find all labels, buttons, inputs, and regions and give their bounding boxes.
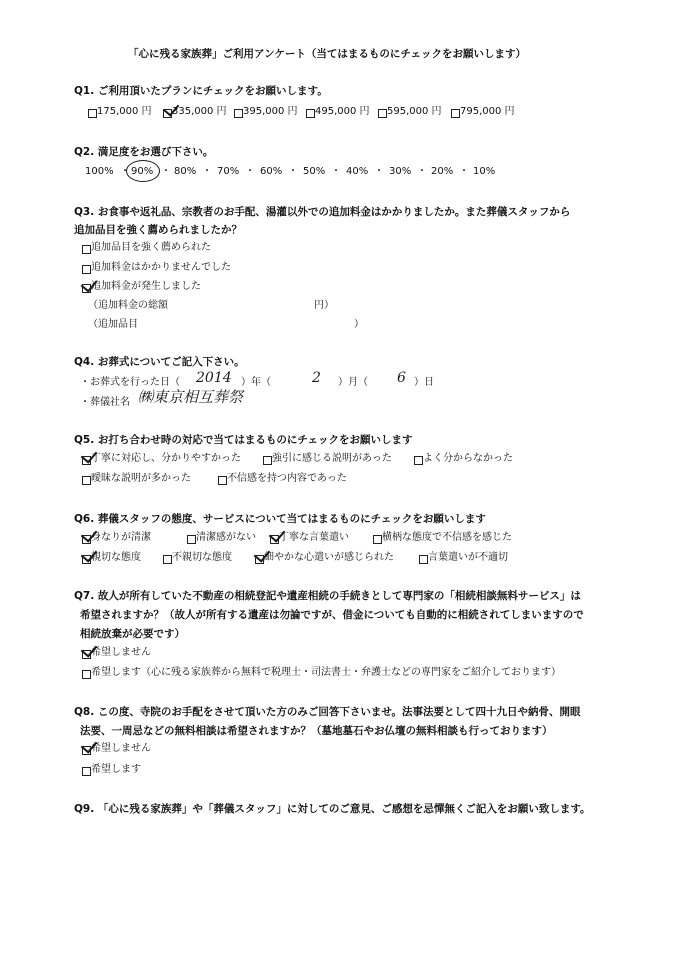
q8-label-line1: Q8. この度、寺院のお手配をさせて頂いた方のみご回答下さいませ。法事法要として四十九日や納骨、開眼 <box>74 706 581 718</box>
q4-date-label: ・お葬式を行った日（ <box>80 377 180 388</box>
q4-company-value[interactable]: ㈱東京相互葬祭 <box>138 388 244 406</box>
q6-option-kind: 親切な態度 <box>91 552 141 563</box>
q6-option-polite-words: 丁寧な言葉遣い <box>279 532 349 543</box>
q2-option-30[interactable]: 30% <box>389 166 412 177</box>
q3-label-line2: 追加品目を強く薦められましたか？ <box>74 224 242 236</box>
q9-label: Q9. 「心に残る家族葬」や「葬儀スタッフ」に対してのご意見、ご感想を忌憚無くご記入をお願い致します。 <box>74 803 591 815</box>
q7-option-yes: 希望します（心に残る家族葬から無料で税理士・司法書士・弁護士などの専門家をご紹介しております） <box>91 667 561 678</box>
q4-year-value[interactable]: 2014 <box>196 370 232 386</box>
q2-separator: ・ <box>245 166 255 177</box>
q7-label-line2: 希望されますか？（故人が所有する遺産は勿論ですが、借金についても自動的に相続されてしまいますので <box>80 609 584 621</box>
q6-checkbox-arrogant[interactable] <box>373 535 382 544</box>
q8-label-line2: 法要、一周忌などの無料相談は希望されますか？（墓地墓石やお仏壇の無料相談も行っております） <box>80 725 553 737</box>
q3-amount-unit: 円） <box>314 300 334 311</box>
q4-label: Q4. お葬式についてご記入下さい。 <box>74 356 245 368</box>
q8-option-yes: 希望します <box>91 764 141 775</box>
q5-label: Q5. お打ち合わせ時の対応で当てはまるものにチェックをお願いします <box>74 434 413 446</box>
q2-separator: ・ <box>417 166 427 177</box>
q6-checkbox-unclean[interactable] <box>187 535 196 544</box>
q6-option-attentive: 細やかな心遣いが感じられた <box>264 552 394 563</box>
q3-checkbox-pushed-items[interactable] <box>82 245 91 254</box>
q1-checkbox-595000[interactable] <box>378 109 387 118</box>
q1-option-495000: 495,000 円 <box>315 106 370 117</box>
q5-checkbox-unclear[interactable] <box>414 456 423 465</box>
q5-option-polite: 丁寧に対応し、分かりやすかった <box>91 453 241 464</box>
q3-amount-label: （追加料金の総額 <box>88 300 168 311</box>
q8-checkbox-yes[interactable] <box>82 767 91 776</box>
q2-option-60[interactable]: 60% <box>260 166 283 177</box>
q2-separator: ・ <box>161 166 171 177</box>
q2-separator: ・ <box>288 166 298 177</box>
q2-option-70[interactable]: 70% <box>217 166 240 177</box>
q7-label-line3: 相続放棄が必要です） <box>80 628 185 640</box>
q3-option-pushed-items: 追加品目を強く薦められた <box>91 242 211 253</box>
q8-option-no: 希望しません <box>91 743 151 754</box>
q6-option-arrogant: 横柄な態度で不信感を感じた <box>382 532 512 543</box>
q2-option-10[interactable]: 10% <box>473 166 496 177</box>
q4-day-unit: ）日 <box>414 377 434 388</box>
q1-option-335000: 335,000 円 <box>172 106 227 117</box>
q4-month-value[interactable]: 2 <box>312 370 321 386</box>
q2-selection-circle <box>126 160 160 182</box>
q6-option-unkind: 不親切な態度 <box>172 552 232 563</box>
survey-title: 「心に残る家族葬」ご利用アンケート（当てはまるものにチェックをお願いします） <box>128 48 527 60</box>
q2-separator: ・ <box>459 166 469 177</box>
q6-checkbox-unkind[interactable] <box>163 555 172 564</box>
q7-checkbox-yes[interactable] <box>82 670 91 679</box>
q4-month-unit: ）月（ <box>338 377 368 388</box>
q1-option-595000: 595,000 円 <box>387 106 442 117</box>
q1-option-175000: 175,000 円 <box>97 106 152 117</box>
q2-label: Q2. 満足度をお選び下さい。 <box>74 146 214 158</box>
q3-items-label: （追加品目 <box>88 319 138 330</box>
q2-option-100[interactable]: 100% <box>85 166 114 177</box>
q5-option-unclear: よく分からなかった <box>423 453 513 464</box>
q2-separator: ・ <box>202 166 212 177</box>
q5-option-pushy: 強引に感じる説明があった <box>272 453 392 464</box>
q1-checkbox-495000[interactable] <box>306 109 315 118</box>
q1-checkbox-175000[interactable] <box>88 109 97 118</box>
q6-option-unclean: 清潔感がない <box>196 532 256 543</box>
q7-option-no: 希望しません <box>91 647 151 658</box>
q5-option-distrust: 不信感を持つ内容であった <box>227 473 347 484</box>
q5-checkbox-pushy[interactable] <box>263 456 272 465</box>
q2-separator: ・ <box>120 166 130 177</box>
q4-company-label: ・葬儀社名 <box>80 397 130 408</box>
q2-option-80[interactable]: 80% <box>174 166 197 177</box>
q3-items-close: ） <box>354 319 364 330</box>
q2-option-90[interactable]: 90% <box>131 166 154 177</box>
q2-option-20[interactable]: 20% <box>431 166 454 177</box>
q3-option-extra-charged: 追加料金が発生しました <box>91 281 201 292</box>
q3-option-no-extra: 追加料金はかかりませんでした <box>91 262 231 273</box>
q1-checkbox-395000[interactable] <box>234 109 243 118</box>
q2-option-40[interactable]: 40% <box>346 166 369 177</box>
q1-label: Q1. ご利用頂いたプランにチェックをお願いします。 <box>74 85 328 97</box>
q3-checkbox-no-extra[interactable] <box>82 265 91 274</box>
q2-separator: ・ <box>331 166 341 177</box>
q2-option-50[interactable]: 50% <box>303 166 326 177</box>
q6-checkbox-rude-words[interactable] <box>419 555 428 564</box>
q3-label-line1: Q3. お食事や返礼品、宗教者のお手配、湯灌以外での追加料金はかかりましたか。また葬儀スタッフから <box>74 206 571 218</box>
q7-label-line1: Q7. 故人が所有していた不動産の相続登記や遺産相続の手続きとして専門家の「相続相談無料サービス」は <box>74 590 581 602</box>
q6-option-rude-words: 言葉遣いが不適切 <box>428 552 508 563</box>
q5-checkbox-distrust[interactable] <box>218 476 227 485</box>
q1-option-395000: 395,000 円 <box>243 106 298 117</box>
q1-option-795000: 795,000 円 <box>460 106 515 117</box>
q6-label: Q6. 葬儀スタッフの態度、サービスについて当てはまるものにチェックをお願いします <box>74 513 486 525</box>
q6-option-clean: 身なりが清潔 <box>91 532 151 543</box>
q5-checkbox-vague[interactable] <box>82 476 91 485</box>
q1-checkbox-795000[interactable] <box>451 109 460 118</box>
q4-day-value[interactable]: 6 <box>397 370 406 386</box>
q5-option-vague: 曖昧な説明が多かった <box>91 473 191 484</box>
q4-year-unit: ）年（ <box>241 377 271 388</box>
q2-separator: ・ <box>374 166 384 177</box>
